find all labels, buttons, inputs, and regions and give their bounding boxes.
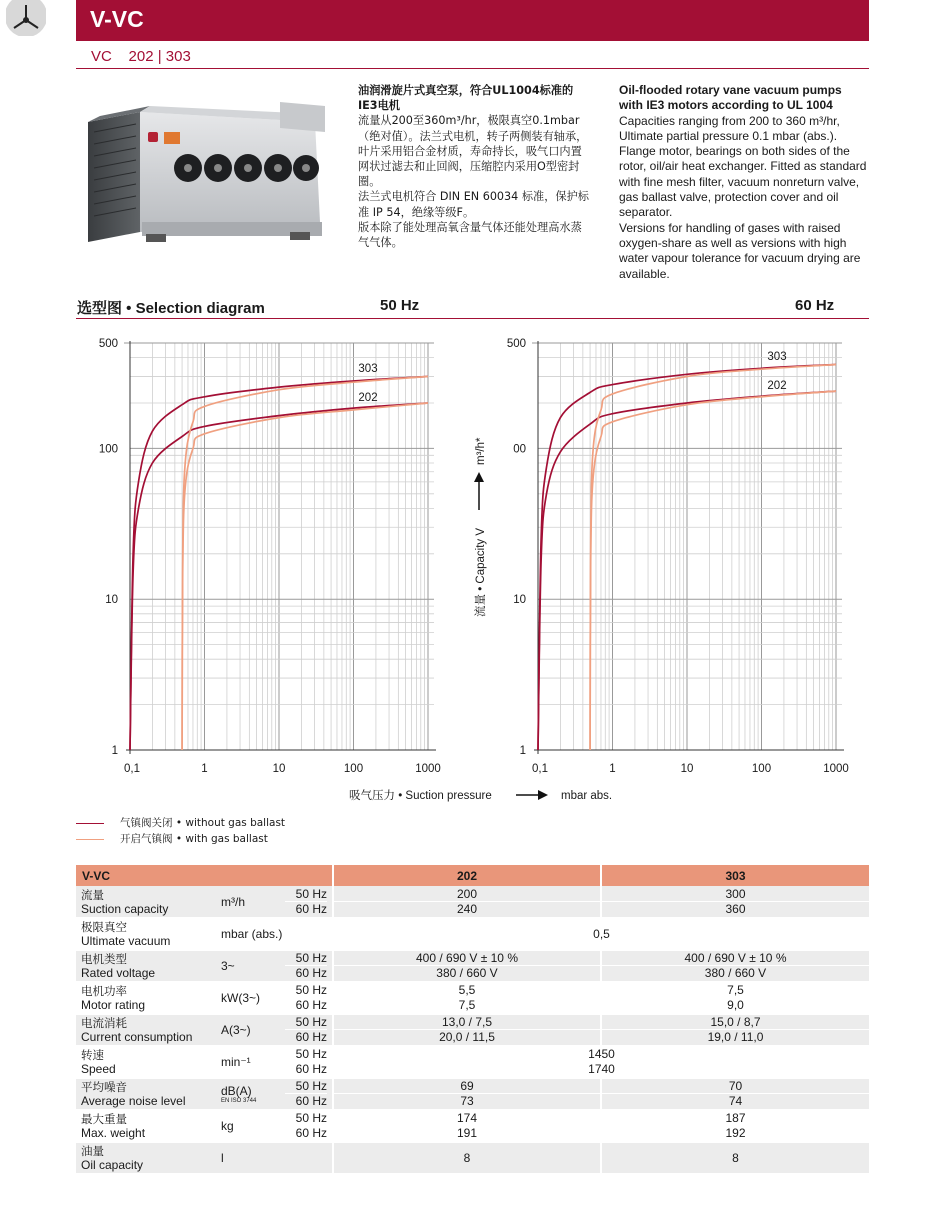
- frequency-line: 60 Hz: [295, 901, 327, 916]
- frequency-line: 60 Hz: [295, 1126, 327, 1140]
- spec-name: [76, 918, 221, 950]
- value-line: 0,5: [593, 926, 610, 941]
- value-line: 400 / 690 V ± 10 %: [602, 951, 869, 966]
- value-line: 19,0 / 11,0: [707, 1030, 764, 1044]
- spec-value-303: [601, 950, 869, 982]
- spec-name-en: Ultimate vacuum: [81, 934, 171, 948]
- pump-image: [80, 82, 340, 262]
- unit-text: kW(3~): [221, 991, 260, 1005]
- table-header-202: 202: [333, 865, 601, 886]
- y-tick-label: 10: [513, 594, 526, 607]
- selection-diagram-heading: 选型图 • Selection diagram: [77, 300, 265, 317]
- frequency-line: 50 Hz: [285, 1015, 327, 1030]
- frequency-line: 50 Hz: [285, 1111, 327, 1126]
- spec-frequency: [285, 982, 333, 1014]
- spec-name-cn: 电机类型: [81, 952, 127, 966]
- value-line: 174: [334, 1111, 600, 1126]
- value-line: 20,0 / 11,5: [439, 1030, 495, 1044]
- selection-diagram-chart: [0, 320, 942, 815]
- spec-value-303: [601, 1078, 869, 1110]
- spec-name-en: Motor rating: [81, 998, 146, 1012]
- subtitle-rule: [76, 68, 869, 69]
- spec-frequency: [285, 1078, 333, 1110]
- spec-frequency: [285, 886, 333, 918]
- value-line: 8: [732, 1150, 739, 1165]
- table-header-model: V-VC: [76, 865, 333, 886]
- spec-name-en: Current consumption: [81, 1030, 193, 1044]
- series-line-303-ballast: [590, 365, 836, 751]
- unit-text: dB(A): [221, 1083, 252, 1098]
- frequency-line: 60 Hz: [295, 1030, 327, 1044]
- spec-unit: [221, 950, 285, 982]
- legend-item-with-ballast: [76, 831, 268, 846]
- value-line: 8: [463, 1150, 471, 1165]
- value-line: 15,0 / 8,7: [602, 1015, 869, 1030]
- spec-name-cn: 流量: [81, 887, 104, 902]
- spec-value-202: [333, 1078, 601, 1110]
- frequency-line: 60 Hz: [295, 998, 327, 1012]
- spec-frequency: [285, 1014, 333, 1046]
- description-en-paragraph: Capacities ranging from 200 to 360 m³/hr, Ultimate partial pressure 0.1 mbar (abs.). Flange motor, bearings on both sides of the rotor, oil/air heat exchanger. Fitted as standard with fine mesh filter, vacuum nonreturn valve, gas ballast valve, protection cover and oil separator.: [619, 113, 867, 220]
- frequency-line: 50 Hz: [285, 951, 327, 966]
- description-en-paragraph: Versions for handling of gases with raised oxygen-share as well as versions with high water vapour tolerance for vacuum drying are available.: [619, 220, 861, 281]
- table-row: [76, 1046, 869, 1078]
- value-line: 1450: [334, 1047, 869, 1062]
- value-line: 240: [456, 901, 478, 916]
- frequency-line: 60 Hz: [295, 1062, 327, 1076]
- value-line: 9,0: [727, 998, 744, 1012]
- description-cn-heading: 油润滑旋片式真空泵，符合UL1004标准的IE3电机: [358, 84, 574, 113]
- x-axis-title: 吸气压力 • Suction pressure: [349, 790, 492, 802]
- spec-name: [76, 1142, 221, 1174]
- spec-value-202: [333, 982, 601, 1014]
- spec-value-202: [333, 886, 601, 918]
- curve-label-303: 303: [767, 351, 787, 363]
- value-line: 400 / 690 V ± 10 %: [334, 951, 600, 966]
- spec-unit: [221, 1046, 285, 1078]
- y-axis-arrowhead: [474, 472, 484, 482]
- section-rule: [76, 318, 869, 319]
- spec-frequency: [285, 1110, 333, 1142]
- spec-unit: [221, 1142, 285, 1174]
- value-line: 5,5: [334, 983, 600, 998]
- value-line: 200: [334, 887, 600, 902]
- frequency-line: 60 Hz: [295, 1094, 327, 1108]
- y-tick-label: 1: [519, 745, 526, 757]
- spec-table: [76, 865, 869, 1175]
- legend-line-dark: [76, 823, 104, 824]
- description-english: [619, 83, 869, 282]
- value-line: 69: [334, 1079, 600, 1094]
- value-line: 192: [725, 1126, 746, 1140]
- y-tick-label: 500: [98, 338, 118, 350]
- value-line: 1740: [588, 1062, 615, 1076]
- spec-unit: [221, 982, 285, 1014]
- x-tick-label: 0,1: [532, 763, 548, 775]
- description-cn-paragraph: 版本除了能处理高氧含量气体还能处理高水蒸气气体。: [358, 220, 582, 250]
- x-tick-label: 1: [609, 763, 616, 775]
- spec-name-en: Max. weight: [81, 1126, 146, 1140]
- title-bar: [76, 0, 869, 41]
- spec-value-303: [601, 1110, 869, 1142]
- unit-text: l: [221, 1151, 224, 1165]
- table-header-303: 303: [601, 865, 869, 886]
- spec-name-en: Oil capacity: [81, 1158, 144, 1172]
- value-line: 380 / 660 V: [436, 966, 498, 980]
- frequency-line: 50 Hz: [285, 983, 327, 998]
- spec-frequency: [285, 1142, 333, 1174]
- series-line-202-ballast: [590, 391, 836, 750]
- value-line: 70: [602, 1079, 869, 1094]
- x-tick-label: 10: [272, 763, 286, 775]
- spec-name-cn: 油量: [81, 1144, 104, 1158]
- y-axis-title: 流量 • Capacity V: [475, 527, 487, 617]
- spec-value-202: [333, 1014, 601, 1046]
- unit-text: min⁻¹: [221, 1055, 251, 1069]
- spec-name-cn: 平均噪音: [81, 1080, 127, 1094]
- unit-standard: EN ISO 3744: [221, 1097, 257, 1104]
- model-subtitle: VC 202 | 303: [91, 48, 191, 65]
- value-line: 13,0 / 7,5: [334, 1015, 600, 1030]
- y-tick-label: 00: [513, 443, 526, 456]
- spec-name: [76, 1110, 221, 1142]
- value-line: 7,5: [458, 998, 476, 1012]
- x-tick-label: 1000: [415, 763, 441, 775]
- spec-name: [76, 1046, 221, 1078]
- curve-label-303: 303: [358, 363, 378, 375]
- spec-name: [76, 886, 221, 918]
- legend-line-light: [76, 839, 104, 840]
- y-axis-unit: m³/h*: [475, 437, 487, 465]
- x-tick-label: 1: [201, 763, 208, 775]
- table-row: [76, 1078, 869, 1110]
- table-row: [76, 1110, 869, 1142]
- spec-value-303: [601, 886, 869, 918]
- spec-unit: [221, 1014, 285, 1046]
- spec-name-en: Suction capacity: [81, 901, 169, 916]
- x-tick-label: 0,1: [124, 763, 140, 775]
- freq-50hz-label: 50 Hz: [380, 297, 420, 314]
- table-row: [76, 918, 869, 950]
- spec-frequency: [285, 950, 333, 982]
- spec-unit: [221, 1110, 285, 1142]
- spec-value-303: [601, 982, 869, 1014]
- value-line: 300: [602, 887, 869, 902]
- spec-name: [76, 1078, 221, 1110]
- x-tick-label: 100: [751, 763, 772, 775]
- spec-unit: [221, 886, 285, 918]
- frequency-line: 60 Hz: [295, 966, 327, 980]
- spec-value-shared: [333, 1046, 869, 1078]
- frequency-line: 50 Hz: [285, 1047, 327, 1062]
- value-line: 380 / 660 V: [704, 966, 767, 980]
- spec-name-en: Speed: [81, 1062, 116, 1076]
- spec-name-cn: 极限真空: [81, 920, 127, 934]
- description-cn-paragraph: 法兰式电机符合 DIN EN 60034 标准，保护标准 IP 54，绝缘等级F。: [358, 190, 589, 219]
- y-tick-label: 500: [506, 338, 526, 350]
- spec-name-cn: 电机功率: [81, 984, 127, 998]
- value-line: 191: [456, 1126, 478, 1140]
- table-row: [76, 982, 869, 1014]
- x-axis-unit: mbar abs.: [561, 790, 613, 802]
- spec-unit: [221, 1078, 285, 1110]
- spec-value-202: [333, 950, 601, 982]
- unit-text: kg: [221, 1119, 234, 1133]
- page-title: V-VC: [90, 6, 144, 32]
- spec-name-cn: 最大重量: [81, 1112, 127, 1126]
- spec-frequency: [285, 918, 333, 950]
- spec-value-202: [333, 1110, 601, 1142]
- unit-text: m³/h: [221, 894, 245, 909]
- spec-value-303: [601, 1014, 869, 1046]
- company-logo: [6, 0, 46, 36]
- unit-text: A(3~): [221, 1023, 251, 1037]
- series-line-303-ballast: [182, 377, 428, 751]
- spec-frequency: [285, 1046, 333, 1078]
- spec-value-shared: [333, 918, 869, 950]
- legend-label: 开启气镇阀 • with gas ballast: [120, 833, 268, 845]
- legend-label: 气镇阀关闭 • without gas ballast: [120, 817, 286, 829]
- y-tick-label: 1: [111, 745, 118, 757]
- unit-text: 3~: [221, 959, 235, 973]
- spec-value-202: [333, 1142, 601, 1174]
- x-tick-label: 1000: [823, 763, 849, 775]
- spec-name: [76, 1014, 221, 1046]
- curve-label-202: 202: [358, 392, 378, 404]
- value-line: 187: [602, 1111, 869, 1126]
- unit-text: mbar (abs.): [221, 927, 283, 941]
- table-row: [76, 950, 869, 982]
- description-chinese: [358, 83, 590, 250]
- x-tick-label: 100: [343, 763, 364, 775]
- spec-name: [76, 982, 221, 1014]
- y-tick-label: 100: [98, 443, 118, 456]
- table-row: [76, 1142, 869, 1174]
- spec-value-303: [601, 1142, 869, 1174]
- description-en-heading: Oil-flooded rotary vane vacuum pumps with IE3 motors according to UL 1004: [619, 83, 842, 113]
- frequency-line: 50 Hz: [285, 887, 327, 902]
- spec-name-cn: 电流消耗: [81, 1016, 127, 1030]
- spec-name: [76, 950, 221, 982]
- freq-60hz-label: 60 Hz: [795, 297, 835, 314]
- value-line: 7,5: [602, 983, 869, 998]
- y-tick-label: 10: [105, 594, 118, 607]
- x-tick-label: 10: [680, 763, 694, 775]
- legend-item-without-ballast: [76, 815, 285, 830]
- spec-name-cn: 转速: [81, 1048, 104, 1062]
- x-axis-arrowhead: [538, 790, 548, 800]
- value-line: 73: [460, 1094, 474, 1108]
- curve-label-202: 202: [767, 380, 787, 392]
- spec-name-en: Rated voltage: [81, 966, 156, 980]
- value-line: 360: [725, 901, 746, 916]
- spec-unit: [221, 918, 285, 950]
- value-line: 74: [728, 1094, 743, 1108]
- table-row: [76, 886, 869, 918]
- frequency-line: 50 Hz: [285, 1079, 327, 1094]
- spec-name-en: Average noise level: [81, 1094, 186, 1108]
- table-row: [76, 1014, 869, 1046]
- description-cn-paragraph: 流量从200至360m³/hr，极限真空0.1mbar（绝对值）。法兰式电机，转子两侧装有轴承，叶片采用铝合金材质，寿命持长，吸气口内置网状过滤去和止回阀，压缩腔内采用O型密封圈。: [358, 114, 588, 189]
